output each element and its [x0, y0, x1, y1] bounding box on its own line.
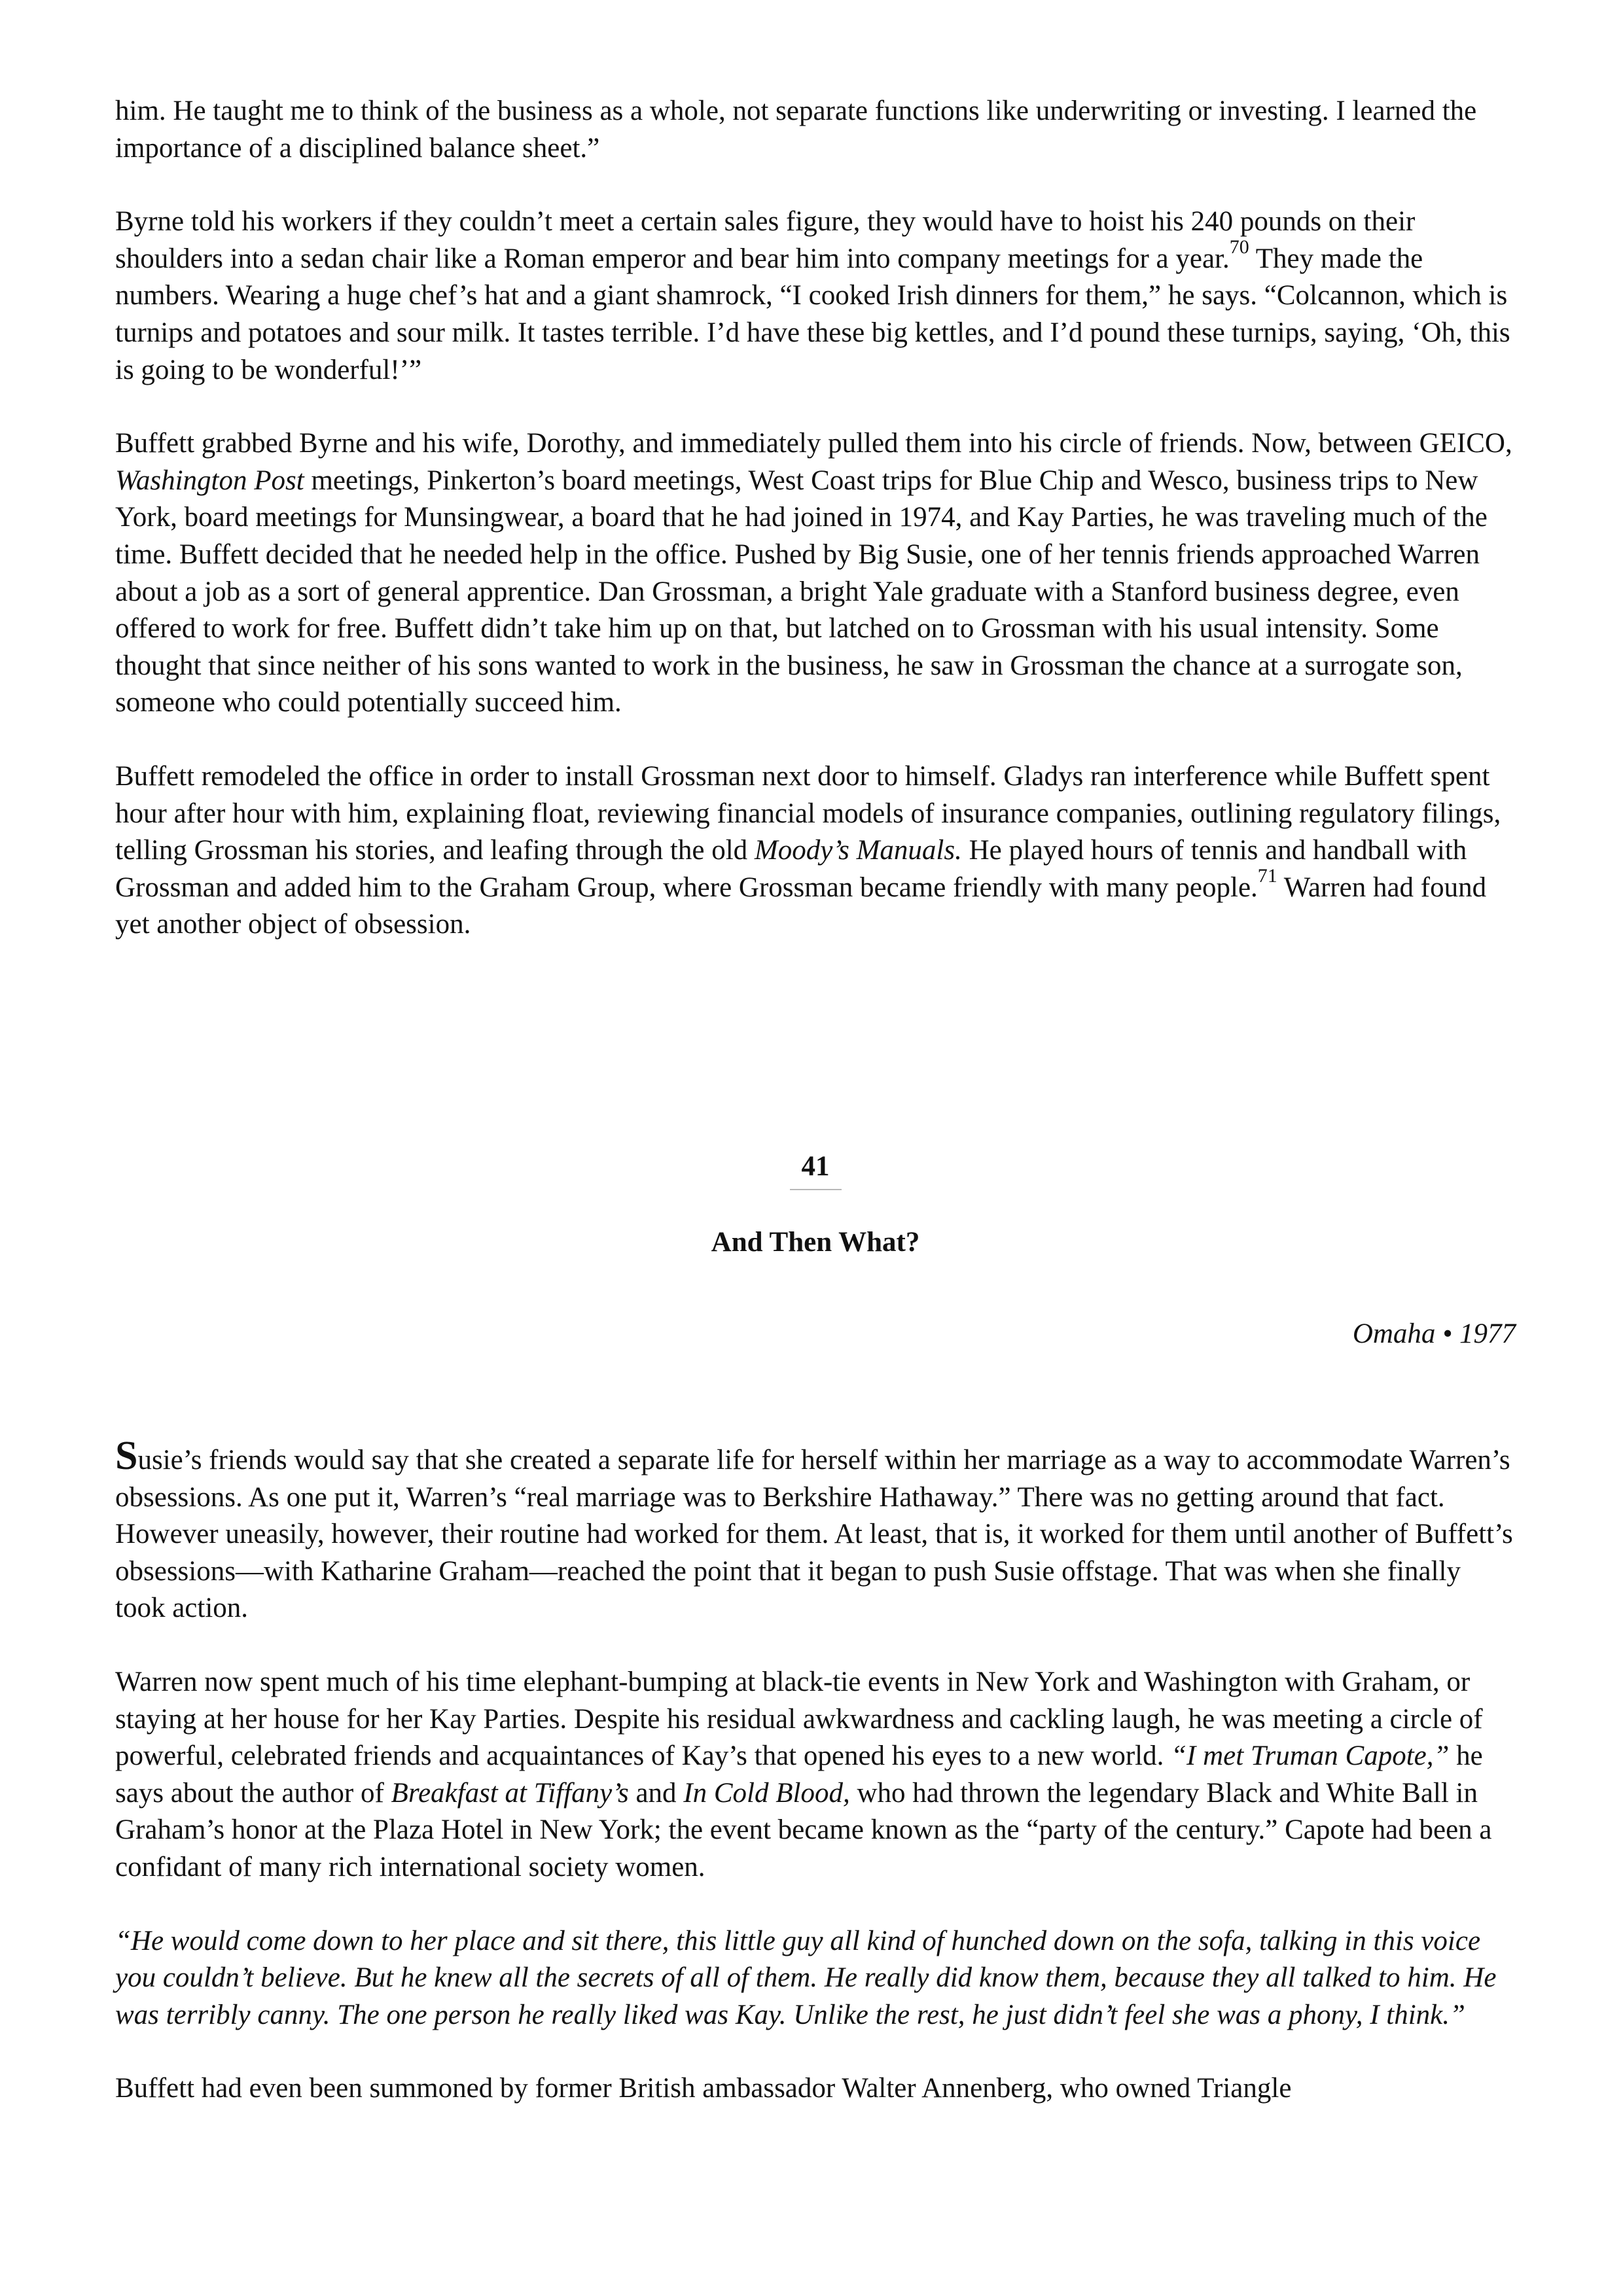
text-run: and: [628, 1777, 684, 1809]
page-body-top: [115, 93, 1516, 944]
italic-title: Breakfast at Tiffany’s: [391, 1777, 629, 1809]
text-run: Buffett remodeled the office in order to install Grossman next door to himself. Gladys ran interference while Buffett spent hour after hour with him, explaining float, reviewing financial models of insurance companies, outlining regulatory filings, telling Grossman his stories, and leafing through the old: [115, 760, 1501, 866]
chapter-heading: [115, 1148, 1516, 1352]
chapter-dateline: Omaha • 1977: [1352, 1318, 1516, 1349]
text-run: usie’s friends would say that she created a separate life for herself within her marriage as a way to accommodate Warren’s obsessions. As one put it, Warren’s “real marriage was to Berkshire Hathaway.” There was no getting around that fact. However uneasily, however, their routine had worked for them. At least, that is, it worked for them until another of Buffett’s obsessions—with Katharine Graham—reached the point that it began to push Susie offstage. That was when she finally took action.: [115, 1445, 1513, 1624]
text-run: Warren had found yet another object of obsession.: [115, 872, 1487, 940]
paragraph-2: [115, 203, 1516, 389]
text-run: he says about the author of: [115, 1740, 1483, 1809]
chapter-number: [115, 1148, 1516, 1190]
footnote-ref-71[interactable]: 71: [1257, 864, 1277, 887]
text-run: He played hours of tennis and handball with Grossman and added him to the Graham Group, where Grossman became friendly with many people.: [115, 835, 1467, 903]
text-run: Buffett had even been summoned by former British ambassador Walter Annenberg, who owned Triangle: [115, 2073, 1292, 2104]
text-run: who had thrown the legendary Black and White Ball in Graham’s honor at the Plaza Hotel in New York; the event became known as the “party of the century.” Capote had been a confidant of many rich international society women.: [115, 1777, 1492, 1882]
drop-cap: S: [115, 1434, 138, 1478]
chapter-paragraph-4: [115, 2070, 1516, 2108]
italic-title: Washington Post: [115, 465, 304, 496]
italic-quote: “I met Truman Capote,”: [1171, 1740, 1450, 1772]
text-run: meetings, Pinkerton’s board meetings, West Coast trips for Blue Chip and Wesco, business trips to New York, board meetings for Munsingwear, a board that he had joined in 1974, and Kay Parties, he was traveling much of the time. Buffett decided that he needed help in the office. Pushed by Big Susie, one of her tennis friends approached Warren about a job as a sort of general apprentice. Dan Grossman, a bright Yale graduate with a Stanford business degree, even offered to work for free. Buffett didn’t take him up on that, but latched on to Grossman with his usual intensity. Some thought that since neither of his sons wanted to work in the business, he saw in Grossman the chance at a surrogate son, someone who could potentially succeed him.: [115, 465, 1488, 718]
chapter-title: And Then What?: [711, 1227, 920, 1258]
text-run: him. He taught me to think of the business as a whole, not separate functions like underwriting or investing. I learned the importance of a disciplined balance sheet.”: [115, 96, 1477, 164]
paragraph-1: [115, 93, 1516, 167]
footnote-ref-70[interactable]: 70: [1229, 236, 1249, 258]
block-quote: [115, 1923, 1516, 2034]
paragraph-4: [115, 758, 1516, 944]
text-run: Byrne told his workers if they couldn’t meet a certain sales figure, they would have to hoist his 240 pounds on their shoulders into a sedan chair like a Roman emperor and bear him into company meetings for a year.: [115, 206, 1416, 274]
chapter-number-text: 41: [790, 1148, 842, 1190]
paragraph-3: [115, 425, 1516, 722]
italic-title: In Cold Blood,: [683, 1777, 850, 1809]
italic-title: Moody’s Manuals.: [754, 835, 962, 866]
text-run: Buffett grabbed Byrne and his wife, Dorothy, and immediately pulled them into his circle of friends. Now, between GEICO,: [115, 428, 1512, 459]
page-body-chapter: [115, 1434, 1516, 2108]
text-run: They made the numbers. Wearing a huge chef’s hat and a giant shamrock, “I cooked Irish dinners for them,” he says. “Colcannon, which is turnips and potatoes and sour milk. It tastes terrible. I’d have these big kettles, and I’d pound these turnips, saying, ‘Oh, this is going to be wonderful!’”: [115, 243, 1510, 385]
chapter-paragraph-2: [115, 1664, 1516, 1886]
chapter-paragraph-1: [115, 1434, 1516, 1627]
text-run: “He would come down to her place and sit there, this little guy all kind of hunched down on the sofa, talking in this voice you couldn’t believe. But he knew all the secrets of all of them. He really did know them, because they all talked to him. He was terribly canny. The one person he really liked was Kay. Unlike the rest, he just didn’t feel she was a phony, I think.”: [115, 1925, 1497, 2030]
text-run: Warren now spent much of his time elephant-bumping at black-tie events in New York and Washington with Graham, or staying at her house for her Kay Parties. Despite his residual awkwardness and cackling laugh, he was meeting a circle of powerful, celebrated friends and acquaintances of Kay’s that opened his eyes to a new world.: [115, 1666, 1483, 1772]
